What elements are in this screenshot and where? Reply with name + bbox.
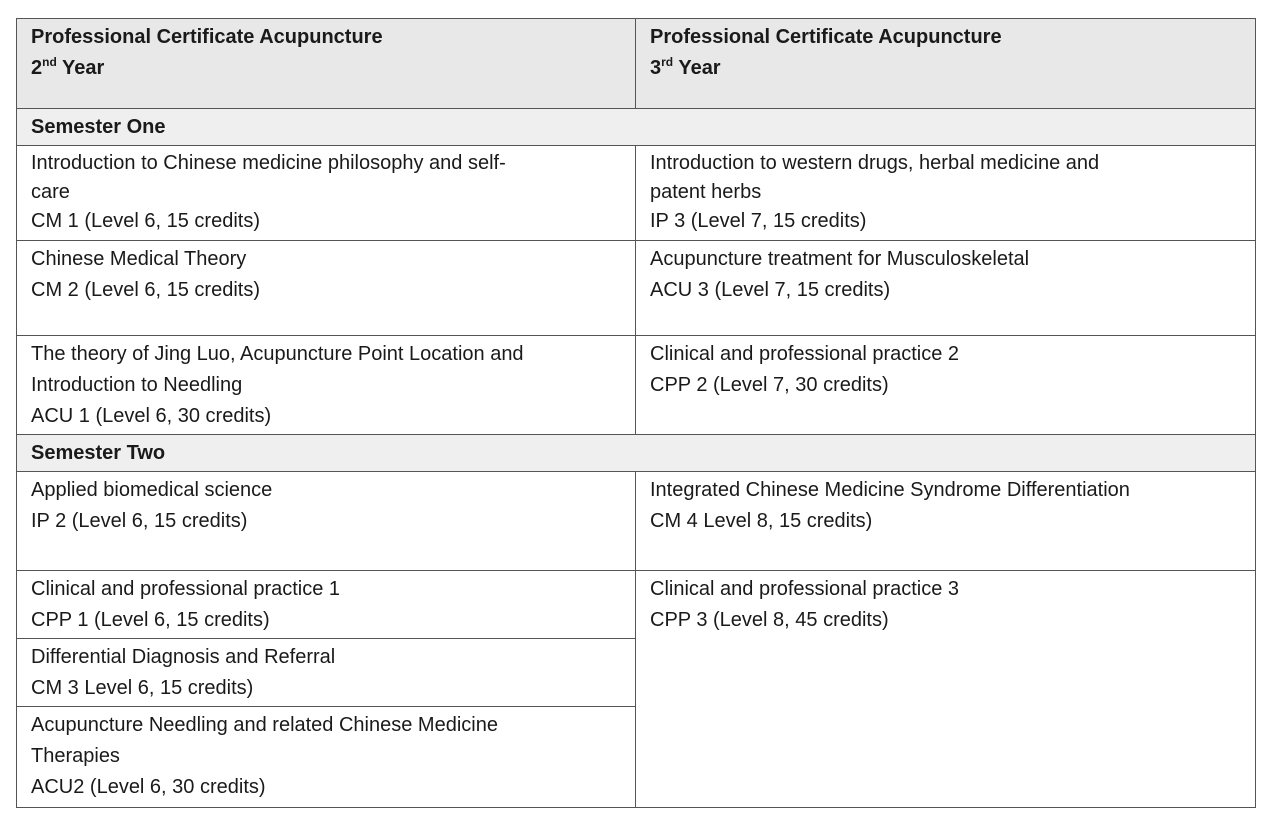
module-cell [17, 472, 636, 571]
module-name: Applied biomedical science [31, 479, 273, 501]
semester-two-label: Semester Two [17, 435, 1256, 472]
module-name: Clinical and professional practice 2 [650, 343, 960, 365]
module-cell [17, 571, 636, 639]
module-cell [17, 707, 636, 808]
module-code: CM 1 (Level 6, 15 credits) [31, 210, 260, 232]
module-code: CM 2 (Level 6, 15 credits) [31, 279, 260, 301]
module-name: Differential Diagnosis and Referral [31, 646, 336, 668]
module-name-cont: Introduction to Needling [31, 374, 243, 396]
module-name: Chinese Medical Theory [31, 248, 247, 270]
module-name: Introduction to Chinese medicine philosophy and self- [31, 152, 506, 174]
year-number: 3 [650, 57, 662, 79]
header-year-right [650, 53, 1241, 84]
module-cell [17, 639, 636, 707]
header-cell-2nd-year [17, 19, 636, 109]
module-code: CM 4 Level 8, 15 credits) [650, 510, 873, 532]
module-cell [636, 241, 1256, 336]
year-word: Year [678, 57, 721, 79]
module-name: Introduction to western drugs, herbal medicine and [650, 152, 1100, 174]
header-row [17, 19, 1256, 109]
semester-one-label: Semester One [17, 109, 1256, 146]
semester-one-row [17, 109, 1256, 146]
module-name: Integrated Chinese Medicine Syndrome Differentiation [650, 479, 1130, 501]
module-code: CM 3 Level 6, 15 credits) [31, 677, 254, 699]
year-word: Year [62, 57, 105, 79]
header-year-left [31, 53, 621, 84]
module-code: CPP 1 (Level 6, 15 credits) [31, 609, 270, 631]
module-code: ACU2 (Level 6, 30 credits) [31, 776, 266, 798]
ordinal-suffix: rd [661, 55, 674, 69]
module-name-cont: Therapies [31, 745, 120, 767]
ordinal-suffix: nd [42, 55, 57, 69]
module-code: CPP 3 (Level 8, 45 credits) [650, 609, 889, 631]
module-name: Acupuncture treatment for Musculoskeletal [650, 248, 1030, 270]
header-title-left: Professional Certificate Acupuncture [31, 26, 383, 48]
module-cell [17, 146, 636, 241]
module-name: The theory of Jing Luo, Acupuncture Point Location and [31, 343, 524, 365]
module-row [17, 571, 1256, 639]
module-row [17, 336, 1256, 435]
module-cell [17, 336, 636, 435]
module-code: ACU 1 (Level 6, 30 credits) [31, 405, 272, 427]
module-code: CPP 2 (Level 7, 30 credits) [650, 374, 889, 396]
semester-two-row [17, 435, 1256, 472]
module-cell [17, 241, 636, 336]
module-name-cont: care [31, 181, 70, 203]
header-title-right: Professional Certificate Acupuncture [650, 26, 1002, 48]
module-code: IP 3 (Level 7, 15 credits) [650, 210, 867, 232]
course-structure-table [16, 18, 1256, 808]
module-cell [636, 336, 1256, 435]
module-name-cont: patent herbs [650, 181, 762, 203]
module-name: Clinical and professional practice 1 [31, 578, 341, 600]
module-row [17, 472, 1256, 571]
year-number: 2 [31, 57, 43, 79]
module-cell [636, 571, 1256, 808]
module-cell [636, 472, 1256, 571]
module-row [17, 146, 1256, 241]
module-cell [636, 146, 1256, 241]
module-code: IP 2 (Level 6, 15 credits) [31, 510, 248, 532]
module-name: Acupuncture Needling and related Chinese Medicine [31, 714, 498, 736]
module-code: ACU 3 (Level 7, 15 credits) [650, 279, 891, 301]
header-cell-3rd-year [636, 19, 1256, 109]
module-name: Clinical and professional practice 3 [650, 578, 960, 600]
module-row [17, 241, 1256, 336]
